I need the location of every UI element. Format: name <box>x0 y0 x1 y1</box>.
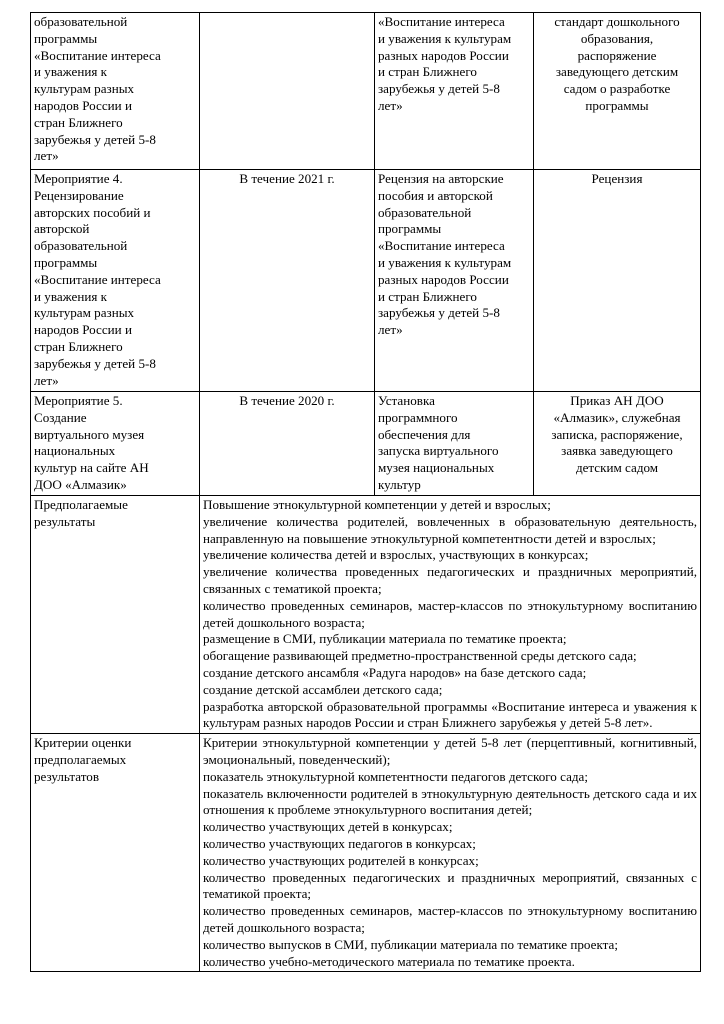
list-item: создание детского ансамбля «Радуга народов» на базе детского сада; <box>203 664 587 680</box>
document-cell: стандарт дошкольного образования, распоряжение заведующего детским садом о разработке программы <box>534 13 701 170</box>
list-item: показатель этнокультурной компетентности педагогов детского сада; <box>203 768 588 784</box>
list-item: Повышение этнокультурной компетенции у детей и взрослых; <box>203 497 551 512</box>
list-item: количество выпусков в СМИ, публикации материала по тематике проекта; <box>203 936 618 952</box>
list-item: количество участвующих детей в конкурсах; <box>203 819 453 835</box>
list-item: увеличение количества родителей, вовлеченных в образовательную деятельность, направленную на повышение этнокультурной компетентности детей и взрослых; <box>203 513 697 546</box>
list-item: количество проведенных семинаров, мастер-классов по этнокультурному воспитанию детей дошкольного возраста; <box>203 903 697 935</box>
list-item: увеличение количества проведенных педагогических и праздничных мероприятий, связанных с тематикой проекта; <box>203 564 697 596</box>
document-cell: Приказ АН ДОО «Алмазик», служебная записка, распоряжение, заявка заведующего детским садом <box>534 392 701 496</box>
document-page <box>30 12 700 972</box>
list-item: размещение в СМИ, публикации материала по тематике проекта; <box>203 631 567 647</box>
deadline-cell: В течение 2021 г. <box>200 170 375 392</box>
table-row <box>31 734 701 972</box>
document-cell: Рецензия <box>534 170 701 392</box>
result-cell: «Воспитание интереса и уважения к культурам разных народов России и стран Ближнего зарубежья у детей 5-8 лет» <box>375 13 534 170</box>
criteria-content <box>200 734 701 972</box>
deadline-cell: В течение 2020 г. <box>200 392 375 496</box>
table-row <box>31 392 701 496</box>
list-item: количество проведенных семинаров, мастер-классов по этнокультурному воспитанию детей дошкольного возраста; <box>203 597 697 630</box>
table-row <box>31 170 701 392</box>
list-item: количество проведенных педагогических и праздничных мероприятий, связанных с тематикой проекта; <box>203 869 697 902</box>
list-item: количество учебно-методического материала по тематике проекта. <box>203 953 575 969</box>
table-row <box>31 13 701 170</box>
list-item: создание детской ассамблеи детского сада; <box>203 681 443 697</box>
list-item: увеличение количества детей и взрослых, участвующих в конкурсах; <box>203 547 589 563</box>
activity-cell: Мероприятие 4. Рецензирование авторских пособий и авторской образовательной программы «Воспитание интереса и уважения к культурам разных народов России и стран Ближнего зарубежья у детей 5-8 лет» <box>31 170 200 392</box>
list-item: количество участвующих родителей в конкурсах; <box>203 852 479 868</box>
expected-results-label: Предполагаемые результаты <box>31 496 200 734</box>
project-plan-table <box>30 12 701 972</box>
criteria-label: Критерии оценки предполагаемых результатов <box>31 734 200 972</box>
result-cell: Установка программного обеспечения для запуска виртуального музея национальных культур <box>375 392 534 496</box>
list-item: Критерии этнокультурной компетенции у детей 5-8 лет (перцептивный, когнитивный, эмоциональный, поведенческий); <box>203 735 697 767</box>
list-item: разработка авторской образовательной программы «Воспитание интереса и уважения к культурам разных народов России и стран Ближнего зарубежья у детей 5-8 лет». <box>203 698 697 731</box>
result-cell: Рецензия на авторские пособия и авторской образовательной программы «Воспитание интереса и уважения к культурам разных народов России и стран Ближнего зарубежья у детей 5-8 лет» <box>375 170 534 392</box>
list-item: количество участвующих педагогов в конкурсах; <box>203 835 476 851</box>
deadline-cell <box>200 13 375 170</box>
list-item: показатель включенности родителей в этнокультурную деятельность детского сада и их отношения к проблеме этнокультурного воспитания детей; <box>203 785 697 818</box>
activity-cell: образовательной программы «Воспитание интереса и уважения к культурам разных народов России и стран Ближнего зарубежья у детей 5-8 лет» <box>31 13 200 170</box>
table-row <box>31 496 701 734</box>
list-item: обогащение развивающей предметно-пространственной среды детского сада; <box>203 648 637 664</box>
activity-cell: Мероприятие 5. Создание виртуального музея национальных культур на сайте АН ДОО «Алмазик» <box>31 392 200 496</box>
expected-results-content <box>200 496 701 734</box>
